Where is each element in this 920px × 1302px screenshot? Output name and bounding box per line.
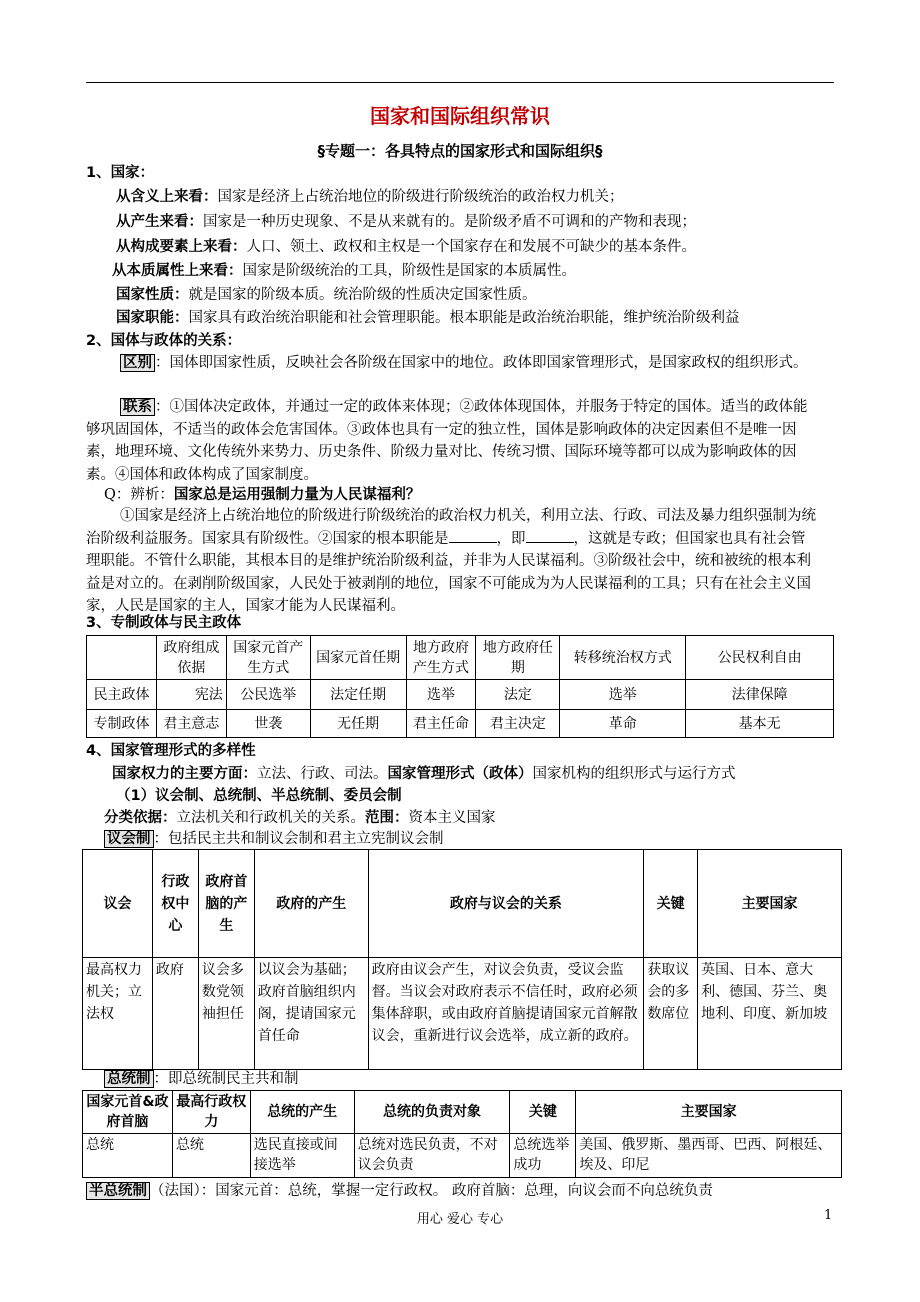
header-rule — [86, 82, 834, 83]
table-cell: 最高权力机关；立法权 — [83, 958, 153, 1070]
answer-blank-2[interactable] — [526, 528, 574, 543]
table-header-cell: 最高行政权力 — [172, 1091, 250, 1134]
table-header-cell: 政府与议会的关系 — [368, 850, 644, 958]
page-number: 1 — [824, 1208, 833, 1223]
table-cell: 法定任期 — [310, 680, 406, 710]
table-cell: 君主决定 — [476, 710, 560, 738]
table-cell: 法定 — [476, 680, 560, 710]
zongtong-line — [104, 1068, 299, 1090]
table-header-cell: 国家元首&政府首脑 — [83, 1091, 173, 1134]
table-cell: 选民直接或间接选举 — [250, 1134, 354, 1178]
table-header-cell: 议会 — [83, 850, 153, 958]
table-cell: 宪法 — [156, 680, 226, 710]
table-header-cell: 国家元首任期 — [310, 636, 406, 680]
s4-line-3-text: 立法机关和行政机关的关系。 — [176, 810, 365, 826]
lianxi-label: 联系 — [120, 398, 155, 416]
s1-line-6-text: 国家具有政治统治职能和社会管理职能。根本职能是政治统治职能，维护统治阶级利益 — [188, 310, 740, 326]
table-header-cell: 国家元首产生方式 — [226, 636, 310, 680]
table-cell: 总统选举成功 — [510, 1134, 576, 1178]
table-cell: 英国、日本、意大利、德国、芬兰、奥地利、印度、新加坡 — [698, 958, 842, 1070]
s4-line-1-label: 国家权力的主要方面： — [112, 766, 257, 782]
table-row — [83, 1134, 842, 1178]
s4-line-3-label2: 范围： — [365, 810, 409, 826]
s4-line-2: （1）议会制、总统制、半总统制、委员会制 — [116, 788, 402, 804]
answer-text-b: ，即 — [496, 530, 526, 547]
question-prefix: Q：辨析： — [104, 487, 174, 503]
s4-line-3 — [104, 807, 496, 829]
table-cell: 获取议会的多数席位 — [644, 958, 698, 1070]
table-header-cell: 总统的产生 — [250, 1091, 354, 1134]
table-cell: 总统对选民负责，不对议会负责 — [354, 1134, 510, 1178]
table-header-cell: 关键 — [644, 850, 698, 958]
s1-line-2-label: 从产生来看： — [116, 214, 203, 230]
table-cell: 公民选举 — [226, 680, 310, 710]
qubie-text: ：国体即国家性质，反映社会各阶级在国家中的地位。政体即国家管理形式，是国家政权的组织形式。 — [155, 355, 808, 371]
table-cell: 议会多数党领袖担任 — [198, 958, 254, 1070]
table-cell: 美国、俄罗斯、墨西哥、巴西、阿根廷、埃及、印尼 — [576, 1134, 842, 1178]
table-cell: 君主意志 — [156, 710, 226, 738]
s1-line-5 — [116, 284, 537, 306]
table-cell: 总统 — [83, 1134, 173, 1178]
table-cell: 基本无 — [686, 710, 834, 738]
table-cell: 选举 — [406, 680, 476, 710]
table-cell: 政府 — [152, 958, 198, 1070]
table-header-cell: 主要国家 — [698, 850, 842, 958]
s4-line-1 — [112, 763, 736, 785]
section-1-heading: 1、国家： — [86, 165, 155, 181]
table-header-cell: 行政权中心 — [152, 850, 198, 958]
banzong-line — [86, 1180, 713, 1202]
s1-line-5-text: 就是国家的阶级本质。统治阶级的性质决定国家性质。 — [188, 287, 537, 303]
zongtong-label: 总统制 — [104, 1070, 154, 1088]
table-header-cell: 政府组成依据 — [156, 636, 226, 680]
s1-line-6-label: 国家职能： — [116, 310, 189, 326]
table-header-cell — [87, 636, 157, 680]
s1-line-2 — [116, 211, 696, 233]
s1-line-1-text: 国家是经济上占统治地位的阶级进行阶级统治的政治权力机关； — [217, 189, 624, 205]
answer-text-c: ，这就是专政；但国家也具有社会管理职能。不管什么职能，其根本目的是维护统治阶级利益，并非为人民谋福利。③阶级社会中，统和被统的根本利益是对立的。在剥削阶级国家，人民处于被剥削的地位，国家不可能成为为人民谋福利的工具；只有在社会主义国家，人民是国家的主人，国家才能为人民谋福利。 — [86, 530, 811, 614]
lianxi-text: ：①国体决定政体，并通过一定的政体来体现；②政体体现国体，并服务于特定的国体。适当的政体能够巩固国体，不适当的政体会危害国体。③政体也具有一定的独立性，国体是影响政体的决定因素但不是唯一因素，地理环境、文化传统外来势力、历史条件、阶级力量对比、传统习惯、国际环境等都可以成为影响政体的因素。④国体和政体构成了国家制度。 — [86, 399, 808, 483]
table-header-cell: 地方政府任期 — [476, 636, 560, 680]
table-header-cell: 总统的负责对象 — [354, 1091, 510, 1134]
s4-line-3-label: 分类依据： — [104, 810, 177, 826]
table-header-cell: 关键 — [510, 1091, 576, 1134]
table-header-cell: 政府的产生 — [254, 850, 368, 958]
question-text: 国家总是运用强制力量为人民谋福利？ — [173, 487, 421, 503]
table-row — [87, 680, 834, 710]
answer-paragraph — [86, 505, 818, 618]
table-cell: 无任期 — [310, 710, 406, 738]
s1-line-4-label: 从本质属性上来看： — [112, 263, 243, 279]
s4-line-3-text2: 资本主义国家 — [408, 810, 496, 826]
s1-line-4 — [112, 260, 576, 282]
section-4-heading: 4、国家管理形式的多样性 — [86, 743, 256, 759]
section-3-heading: 3、专制政体与民主政体 — [86, 615, 242, 631]
question-line — [104, 484, 420, 506]
lianxi-paragraph — [86, 396, 818, 486]
parliamentary-table — [82, 849, 842, 1070]
s4-line-1-text2: 国家机构的组织形式与运行方式 — [532, 766, 736, 782]
table-cell: 革命 — [560, 710, 686, 738]
s1-line-3-text: 人口、领土、政权和主权是一个国家存在和发展不可缺少的基本条件。 — [246, 239, 696, 255]
table-cell: 世袭 — [226, 710, 310, 738]
table-header-cell: 地方政府产生方式 — [406, 636, 476, 680]
s1-line-3-label: 从构成要素上来看： — [116, 239, 247, 255]
table-cell: 君主任命 — [406, 710, 476, 738]
table-cell: 选举 — [560, 680, 686, 710]
s1-line-6 — [116, 307, 740, 329]
zongtong-text: ：即总统制民主共和制 — [153, 1071, 299, 1087]
yihui-text: ：包括民主共和制议会制和君主立宪制议会制 — [153, 831, 444, 847]
qubie-paragraph — [86, 352, 818, 375]
yihui-label: 议会制 — [104, 830, 154, 848]
table-header-cell: 转移统治权方式 — [560, 636, 686, 680]
table-row — [87, 710, 834, 738]
banzong-label: 半总统制 — [86, 1182, 150, 1200]
table-header-row — [87, 636, 834, 680]
s1-line-2-text: 国家是一种历史现象、不是从来就有的。是阶级矛盾不可调和的产物和表现； — [203, 214, 696, 230]
answer-text-a: ①国家是经济上占统治地位的阶级进行阶级统治的政治权力机关，利用立法、行政、司法及暴力组织强制为统治阶级利益服务。国家具有阶级性。②国家的根本职能是 — [86, 508, 816, 547]
table-header-cell: 公民权利自由 — [686, 636, 834, 680]
s1-line-1 — [116, 186, 624, 208]
table-row — [83, 958, 842, 1070]
qubie-label: 区别 — [120, 354, 155, 372]
table-header-row — [83, 850, 842, 958]
polity-comparison-table — [86, 635, 834, 738]
table-cell: 总统 — [172, 1134, 250, 1178]
s1-line-1-label: 从含义上来看： — [116, 189, 218, 205]
yihui-line — [104, 828, 444, 850]
table-cell: 法律保障 — [686, 680, 834, 710]
answer-blank-1[interactable] — [449, 528, 497, 543]
table-header-cell: 政府首脑的产生 — [198, 850, 254, 958]
table-cell: 民主政体 — [87, 680, 157, 710]
s1-line-5-label: 国家性质： — [116, 287, 189, 303]
s4-line-1-label2: 国家管理形式（政体） — [387, 766, 533, 782]
section-2-heading: 2、国体与政体的关系： — [86, 333, 242, 349]
s4-line-1-text: 立法、行政、司法。 — [257, 766, 388, 782]
page-footer: 用心 爱心 专心 — [416, 1212, 504, 1227]
presidential-table — [82, 1090, 842, 1178]
table-header-cell: 主要国家 — [576, 1091, 842, 1134]
page-title: 国家和国际组织常识 — [370, 104, 550, 128]
s1-line-4-text: 国家是阶级统治的工具，阶级性是国家的本质属性。 — [242, 263, 576, 279]
s1-line-3 — [116, 236, 696, 258]
table-cell: 以议会为基础；政府首脑组织内阁，提请国家元首任命 — [254, 958, 368, 1070]
page-subtitle: §专题一：各具特点的国家形式和国际组织§ — [317, 142, 603, 160]
table-cell: 政府由议会产生，对议会负责，受议会监督。当议会对政府表示不信任时，政府必须集体辞职，或由政府首脑提请国家元首解散议会，重新进行议会选举，成立新的政府。 — [368, 958, 644, 1070]
banzong-text: （法国）：国家元首：总统，掌握一定行政权。 政府首脑：总理，向议会而不向总统负责 — [150, 1183, 713, 1199]
table-cell: 专制政体 — [87, 710, 157, 738]
table-header-row — [83, 1091, 842, 1134]
